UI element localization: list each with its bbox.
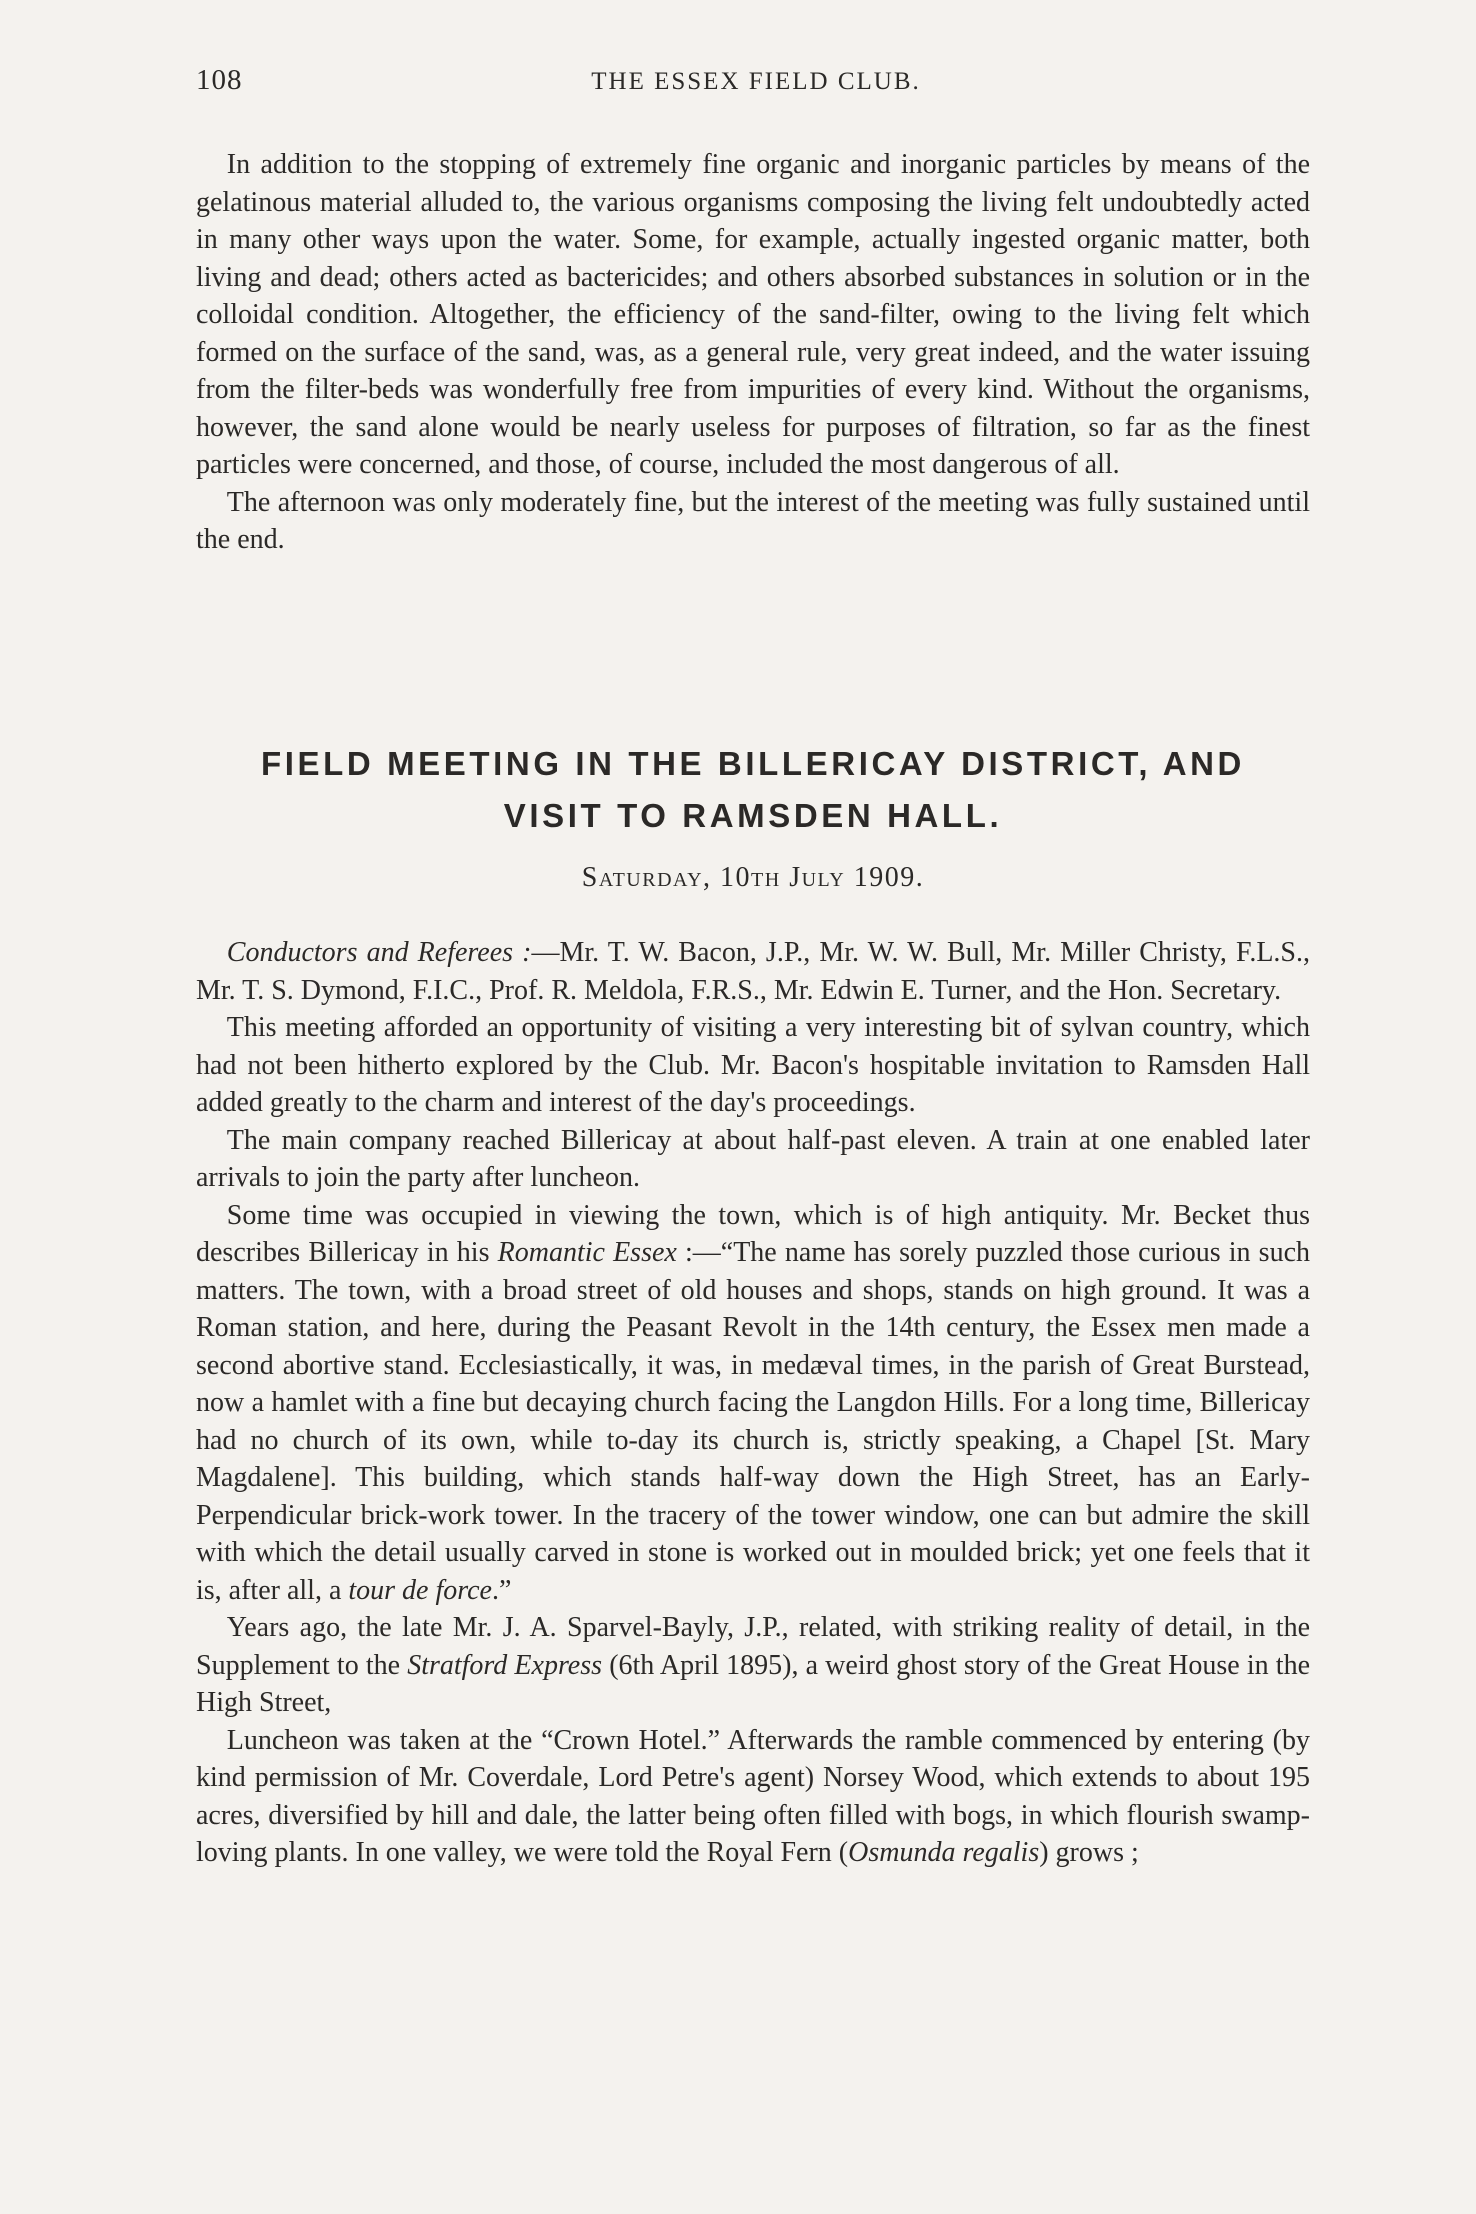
- foreign-phrase: tour de force: [348, 1574, 492, 1606]
- paragraph: [196, 1722, 1310, 1872]
- page-header: [196, 64, 1316, 114]
- text-run: .”: [491, 1574, 512, 1606]
- paragraph: [196, 1197, 1310, 1610]
- newspaper-title: Stratford Express: [407, 1649, 603, 1681]
- text-run: (6th April 1895), a weird ghost story of the Great House in the High Street,: [196, 1649, 1310, 1718]
- text-run: Luncheon was taken at the “Crown Hotel.” Afterwards the ramble commenced by entering (by kind permission of Mr. Coverdale, Lord Petre's agent) Norsey Wood, which extends to about 195 acres, diversified by hill and dale, the latter being often filled with bogs, in which flourish swamp-loving plants. In one valley, we were told the Royal Fern (: [196, 1724, 1310, 1868]
- conductors-label: Conductors and Referees :: [226, 937, 532, 968]
- paragraph: The afternoon was only moderately fine, but the interest of the meeting was fully sustained until the end.: [196, 486, 1310, 555]
- page-number: 108: [196, 64, 243, 96]
- text-run: :—“The name has sorely puzzled those curious in such matters. The town, with a broad street of old houses and shops, stands on high ground. It was a Roman station, and here, during the Peasant Revolt in the 14th century, the Essex men made a second abortive stand. Ecclesiastically, it was, in medæval times, in the parish of Great Burstead, now a hamlet with a fine but decaying church facing the Langdon Hills. For a long time, Billericay had no church of its own, while to-day its church is, strictly speaking, a Chapel [St. Mary Magdalene]. This building, which stands half-way down the High Street, has an Early-Perpendicular brick-work tower. In the tracery of the tower window, one can but admire the skill with which the detail usually carved in stone is worked out in moulded brick; yet one feels that it is, after all, a: [196, 1237, 1310, 1606]
- paragraph: [196, 1609, 1310, 1722]
- running-head: THE ESSEX FIELD CLUB.: [591, 68, 921, 95]
- paragraph: This meeting afforded an opportunity of visiting a very interesting bit of sylvan country, which had not been hitherto explored by the Club. Mr. Bacon's hospitable invitation to Ramsden Hall added greatly to the charm and interest of the day's proceedings.: [196, 1012, 1310, 1118]
- section-body: [196, 934, 1310, 1872]
- text-run: Years ago, the late Mr. J. A. Sparvel-Bayly, J.P., related, with striking reality of detail, in the Supplement to the: [196, 1612, 1310, 1681]
- text-run: Some time was occupied in viewing the town, which is of high antiquity. Mr. Becket thus describes Billericay in his: [196, 1199, 1310, 1268]
- paragraph: The main company reached Billericay at about half-past eleven. A train at one enabled later arrivals to join the party after luncheon.: [196, 1124, 1310, 1193]
- section-title-line: FIELD MEETING IN THE BILLERICAY DISTRICT, AND: [261, 745, 1245, 782]
- paragraph: In addition to the stopping of extremely fine organic and inorganic particles by means of the gelatinous material alluded to, the various organisms composing the living felt undoubtedly acted in many other ways upon the water. Some, for example, actually ingested organic matter, both living and dead; others acted as bactericides; and others absorbed substances in solution or in the colloidal condition. Altogether, the efficiency of the sand-filter, owing to the living felt which formed on the surface of the sand, was, as a general rule, very great indeed, and the water issuing from the filter-beds was wonderfully free from impurities of every kind. Without the organisms, however, the sand alone would be nearly useless for purposes of filtration, so far as the finest particles were concerned, and those, of course, included the most dangerous of all.: [196, 149, 1310, 480]
- meeting-date: Saturday, 10th July 1909.: [581, 862, 925, 893]
- species-name: Osmunda regalis: [848, 1837, 1040, 1868]
- text-run: ) grows ;: [1039, 1837, 1139, 1868]
- section-title-line: VISIT TO RAMSDEN HALL.: [503, 797, 1003, 834]
- continuation-text: [196, 146, 1310, 559]
- book-title: Romantic Essex: [497, 1237, 677, 1268]
- section-title: [196, 738, 1310, 842]
- conductors-text: —Mr. T. W. Bacon, J.P., Mr. W. W. Bull, Mr. Miller Christy, F.L.S., Mr. T. S. Dymond, F.I.C., Prof. R. Meldola, F.R.S., Mr. Edwin E. Turner, and the Hon. Secretary.: [196, 937, 1310, 1006]
- conductors-paragraph: [196, 934, 1310, 1009]
